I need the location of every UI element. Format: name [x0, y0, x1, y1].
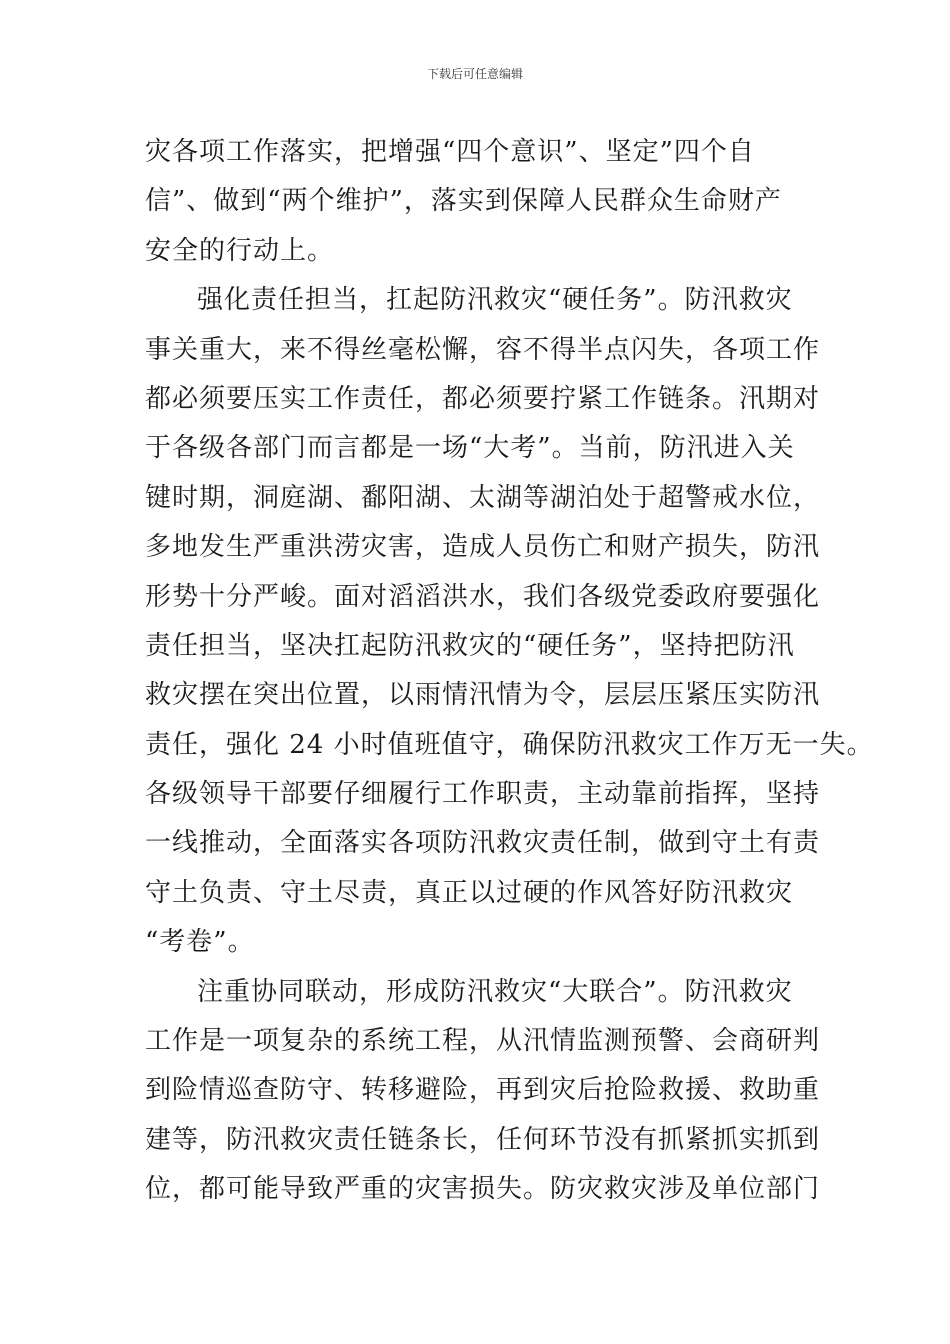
text-line: 工作是一项复杂的系统工程，从汛情监测预警、会商研判 [145, 1026, 821, 1057]
text-line: 都必须要压实工作责任，都必须要拧紧工作链条。汛期对 [145, 383, 821, 414]
text-line: 到险情巡查防守、转移避险，再到灾后抢险救援、救助重 [145, 1075, 821, 1106]
text-line: 建等，防汛救灾责任链条长，任何环节没有抓紧抓实抓到 [145, 1124, 821, 1155]
page-header: 下载后可任意编辑 [426, 67, 523, 81]
document-body [145, 128, 874, 1215]
text-line: 救灾摆在突出位置，以雨情汛情为令，层层压紧压实防汛 [145, 680, 821, 711]
paragraph-start-line: 强化责任担当，扛起防汛救灾“硬任务”。防汛救灾 [197, 285, 793, 316]
text-line: 灾各项工作落实，把增强“四个意识”、坚定”四个自 [145, 137, 755, 167]
text-line: 形势十分严峻。面对滔滔洪水，我们各级党委政府要强化 [145, 581, 821, 612]
text-line: 位，都可能导致严重的灾害损失。防灾救灾涉及单位部门 [145, 1174, 821, 1205]
text-line: 事关重大，来不得丝毫松懈，容不得半点闪失，各项工作 [145, 334, 821, 365]
text-line: 各级领导干部要仔细履行工作职责，主动靠前指挥，坚持 [145, 779, 821, 810]
text-line: 键时期，洞庭湖、鄱阳湖、太湖等湖泊处于超警戒水位， [145, 482, 821, 513]
text-line: 一线推动，全面落实各项防汛救灾责任制，做到守土有责 [145, 828, 821, 859]
text-line: 于各级各部门而言都是一场“大考”。当前，防汛进入关 [145, 433, 795, 464]
text-line: 安全的行动上。 [145, 235, 335, 266]
text-line: 守土负责、守土尽责，真正以过硬的作风答好防汛救灾 [145, 877, 794, 908]
text-line: “考卷”。 [145, 927, 255, 958]
text-line: 责任担当，坚决扛起防汛救灾的“硬任务”，坚持把防汛 [145, 630, 795, 661]
text-line: 多地发生严重洪涝灾害，造成人员伤亡和财产损失，防汛 [145, 532, 821, 563]
paragraph-start-line: 注重协同联动，形成防汛救灾“大联合”。防汛救灾 [197, 976, 793, 1007]
text-line: 责任，强化 24 小时值班值守，确保防汛救灾工作万无一失。 [145, 729, 874, 760]
text-line: 信”、做到“两个维护”，落实到保障人民群众生命财产 [145, 186, 782, 217]
